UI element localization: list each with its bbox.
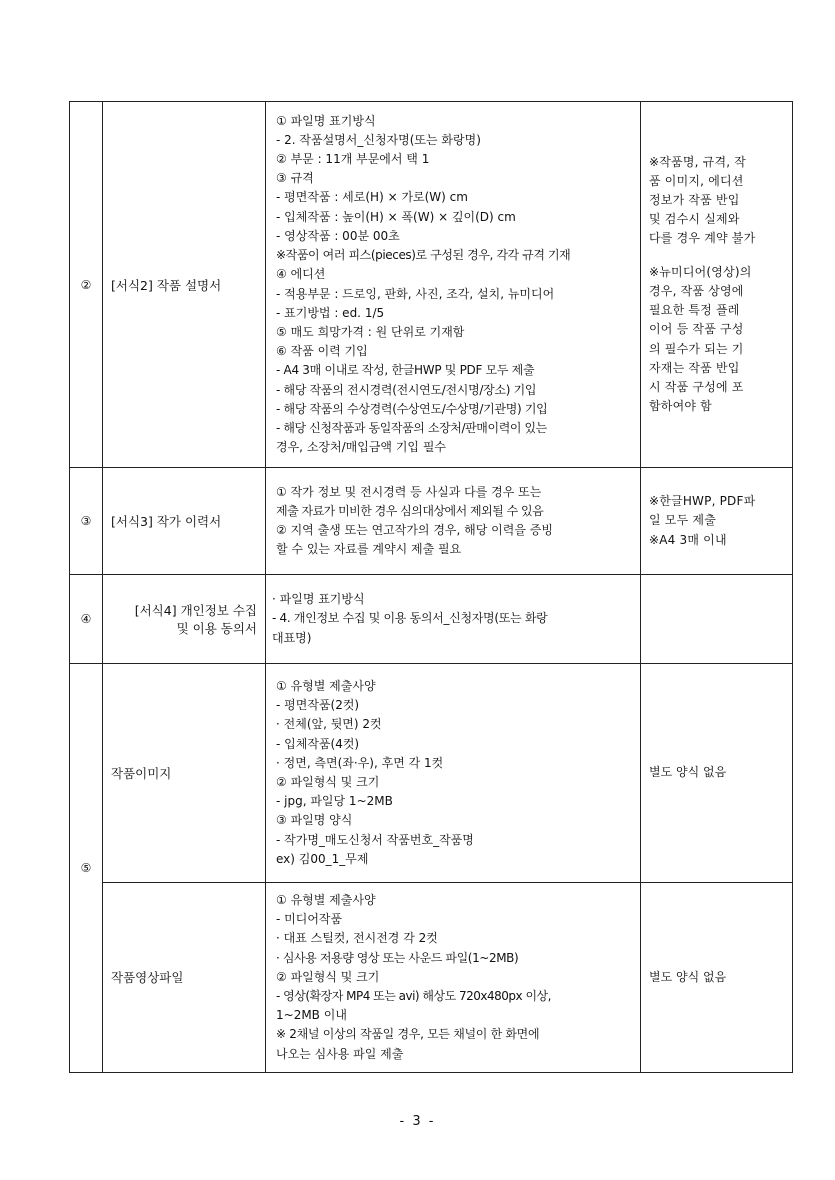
content-line: ⑥ 작품 이력 기입 bbox=[276, 344, 368, 359]
content-line: - 작가명_매도신청서 작품번호_작품명 bbox=[276, 832, 474, 847]
row-note bbox=[641, 468, 793, 575]
row-title: 작품이미지 bbox=[103, 664, 266, 883]
note-line: ※A4 3매 이내 bbox=[649, 532, 727, 547]
note-line: 품 이미지, 에디션 bbox=[649, 173, 744, 188]
content-line: - 미디어작품 bbox=[276, 912, 343, 927]
content-line: - A4 3매 이내로 작성, 한글HWP 및 PDF 모두 제출 bbox=[276, 363, 535, 378]
row-content bbox=[266, 883, 641, 1073]
row-content bbox=[266, 102, 641, 468]
table-row bbox=[70, 883, 793, 1073]
content-line: ③ 규격 bbox=[276, 171, 314, 186]
content-line: · 정면, 측면(좌·우), 후면 각 1컷 bbox=[276, 755, 444, 770]
content-line: ② 파일형식 및 크기 bbox=[276, 969, 380, 984]
content-line: - 해당 작품의 전시경력(전시연도/전시명/장소) 기입 bbox=[276, 382, 537, 397]
content-line: - 해당 작품의 수상경력(수상연도/수상명/기관명) 기입 bbox=[276, 401, 548, 416]
note-line: ※한글HWP, PDF파 bbox=[649, 494, 756, 509]
content-line: - 표기방법 : ed. 1/5 bbox=[276, 305, 385, 320]
note-line: ※뉴미디어(영상)의 bbox=[649, 264, 752, 279]
submission-table bbox=[69, 101, 793, 1073]
table-row bbox=[70, 468, 793, 575]
content-line: - 평면작품 : 세로(H) × 가로(W) cm bbox=[276, 190, 468, 205]
content-line: ② 지역 출생 또는 연고작가의 경우, 해당 이력을 증빙 bbox=[276, 523, 553, 537]
row-number: ④ bbox=[70, 575, 103, 664]
row-note bbox=[641, 575, 793, 664]
note-line: 및 검수시 실제와 bbox=[649, 212, 740, 227]
content-line: 나오는 심사용 파일 제출 bbox=[276, 1046, 404, 1061]
content-line: ② 파일형식 및 크기 bbox=[276, 775, 380, 789]
row-title: 작품영상파일 bbox=[103, 883, 266, 1073]
content-line: ① 작가 정보 및 전시경력 등 사실과 다를 경우 또는 bbox=[276, 484, 542, 499]
content-line: 제출 자료가 미비한 경우 심의대상에서 제외될 수 있음 bbox=[276, 503, 544, 518]
content-line: ③ 파일명 양식 bbox=[276, 813, 353, 828]
row-title-line: [서식4] 개인정보 수집 bbox=[134, 603, 257, 618]
row-title-line: 및 이용 동의서 bbox=[176, 621, 257, 636]
content-line: ex) 김00_1_무제 bbox=[276, 851, 369, 866]
content-line: 1~2MB 이내 bbox=[276, 1008, 347, 1023]
row-title: [서식3] 작가 이력서 bbox=[103, 468, 266, 575]
note-line: 다를 경우 계약 불가 bbox=[649, 231, 756, 246]
row-note: 별도 양식 없음 bbox=[641, 664, 793, 883]
table-row bbox=[70, 664, 793, 883]
content-line: - 영상작품 : 00분 00초 bbox=[276, 228, 400, 243]
table-row bbox=[70, 102, 793, 468]
row-content bbox=[266, 664, 641, 883]
content-line: - 적용부문 : 드로잉, 판화, 사진, 조각, 설치, 뉴미디어 bbox=[276, 286, 555, 301]
row-note bbox=[641, 102, 793, 468]
content-line: - 4. 개인정보 수집 및 이용 동의서_신청자명(또는 화랑 bbox=[272, 611, 548, 626]
content-line: ① 파일명 표기방식 bbox=[276, 113, 376, 128]
note-line: 자재는 작품 반입 bbox=[649, 360, 740, 375]
content-line: - 영상(확장자 MP4 또는 avi) 해상도 720x480px 이상, bbox=[276, 989, 551, 1004]
content-line: 경우, 소장처/매입금액 기입 필수 bbox=[276, 440, 446, 455]
note-line: 이어 등 작품 구성 bbox=[649, 322, 744, 337]
content-line: ① 유형별 제출사양 bbox=[276, 678, 376, 693]
content-line: · 심사용 저용량 영상 또는 사운드 파일(1~2MB) bbox=[276, 950, 519, 965]
note-line: 경우, 작품 상영에 bbox=[649, 283, 744, 298]
row-content bbox=[266, 468, 641, 575]
note-line: 정보가 작품 반입 bbox=[649, 193, 740, 208]
content-line: - 입체작품 : 높이(H) × 폭(W) × 깊이(D) cm bbox=[276, 209, 516, 224]
content-line: 할 수 있는 자료를 계약시 제출 필요 bbox=[276, 542, 462, 557]
row-title bbox=[103, 575, 266, 664]
content-line: ※ 2채널 이상의 작품일 경우, 모든 채널이 한 화면에 bbox=[276, 1027, 540, 1042]
note-line: 일 모두 제출 bbox=[649, 513, 716, 528]
content-line: - 해당 신청작품과 동일작품의 소장처/판매이력이 있는 bbox=[276, 420, 547, 435]
content-line: · 파일명 표기방식 bbox=[272, 592, 365, 607]
content-line: ② 부문 : 11개 부문에서 택 1 bbox=[276, 152, 430, 167]
content-line: - jpg, 파일당 1~2MB bbox=[276, 794, 393, 809]
content-line: ※작품이 여러 피스(pieces)로 구성된 경우, 각각 규격 기재 bbox=[276, 248, 571, 263]
row-number: ⑤ bbox=[70, 664, 103, 1073]
note-line: 필요한 특정 플레 bbox=[649, 303, 740, 318]
content-line: ⑤ 매도 희망가격 : 원 단위로 기재함 bbox=[276, 324, 465, 339]
row-number: ② bbox=[70, 102, 103, 468]
row-number: ③ bbox=[70, 468, 103, 575]
note-line: 의 필수가 되는 기 bbox=[649, 341, 744, 356]
row-note: 별도 양식 없음 bbox=[641, 883, 793, 1073]
table-row bbox=[70, 575, 793, 664]
content-line: - 입체작품(4컷) bbox=[276, 736, 360, 751]
note-line: ※작품명, 규격, 작 bbox=[649, 154, 747, 169]
content-line: - 평면작품(2컷) bbox=[276, 698, 360, 713]
content-line: ④ 에디션 bbox=[276, 267, 326, 282]
note-gap bbox=[649, 249, 786, 263]
row-content bbox=[266, 575, 641, 664]
content-line: ① 유형별 제출사양 bbox=[276, 893, 376, 907]
note-line: 함하여야 함 bbox=[649, 399, 712, 414]
content-line: - 2. 작품설명서_신청자명(또는 화랑명) bbox=[276, 132, 481, 147]
content-line: · 전체(앞, 뒷면) 2컷 bbox=[276, 717, 382, 732]
document-table-container bbox=[69, 101, 763, 1068]
content-line: 대표명) bbox=[272, 630, 312, 645]
page-number: - 3 - bbox=[399, 1114, 436, 1129]
row-title: [서식2] 작품 설명서 bbox=[103, 102, 266, 468]
content-line: · 대표 스틸컷, 전시전경 각 2컷 bbox=[276, 931, 438, 946]
note-line: 시 작품 구성에 포 bbox=[649, 379, 744, 394]
